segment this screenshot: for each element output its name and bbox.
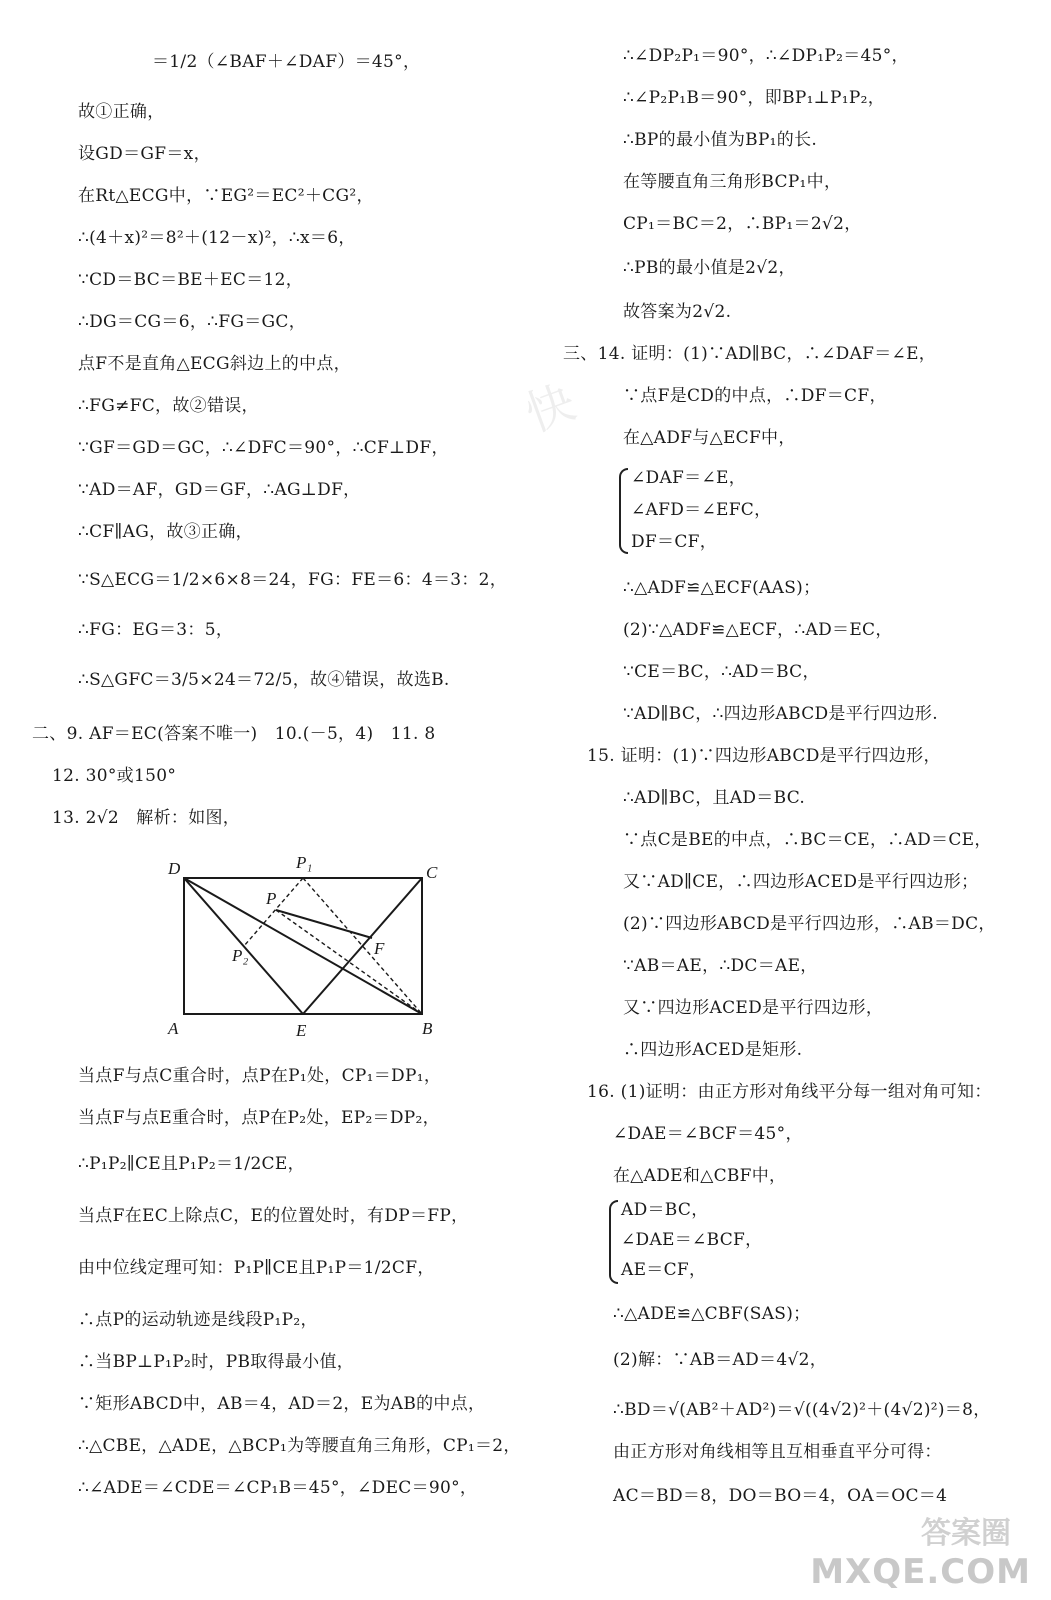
text-line: ∴DG＝CG＝6，∴FG＝GC， (78, 312, 307, 332)
text-line: ∴∠ADE＝∠CDE＝∠CP₁B＝45°，∠DEC＝90°， (78, 1478, 478, 1498)
text-line: 当点F与点C重合时，点P在P₁处，CP₁＝DP₁， (78, 1066, 442, 1086)
geometry-figure (160, 848, 450, 1048)
text-line: ∵CD＝BC＝BE＋EC＝12， (78, 270, 304, 290)
text-line: 12. 30°或150° (52, 766, 177, 786)
text-line: ∴当BP⊥P₁P₂时，PB取得最小值， (78, 1352, 355, 1372)
text-line: ∵点F是CD的中点，∴DF＝CF， (623, 386, 887, 406)
text-line: (2)∵四边形ABCD是平行四边形，∴AB＝DC， (623, 914, 996, 934)
text-line: ∴CF∥AG，故③正确， (78, 522, 253, 542)
watermark-faint: 快 (518, 374, 583, 444)
text-line: AD＝BC， (621, 1200, 709, 1220)
text-line: 13. 2√2 解析：如图， (52, 808, 241, 828)
label-a: A (168, 1019, 179, 1038)
text-line: ∵AD＝AF，GD＝GF，∴AG⊥DF， (78, 480, 361, 500)
text-line: ∴四边形ACED是矩形. (623, 1040, 803, 1060)
text-line: DF＝CF， (631, 532, 718, 552)
text-line: AC＝BD＝8，DO＝BO＝4，OA＝OC＝4 (613, 1486, 948, 1506)
label-p2: P₂ (232, 946, 249, 965)
watermark-logo: 答案圈 (921, 1516, 1011, 1551)
segment-ec (303, 878, 422, 1014)
text-line: ∴△ADF≌△ECF(AAS)； (623, 578, 821, 598)
label-p1: P₁ (296, 853, 313, 872)
text-line: 二、9. AF＝EC(答案不唯一) 10.(－5，4) 11. 8 (32, 724, 436, 744)
text-line: 点F不是直角△ECG斜边上的中点， (78, 354, 351, 374)
text-line: 又∵AD∥CE，∴四边形ACED是平行四边形； (623, 872, 979, 892)
text-line: 当点F在EC上除点C，E的位置处时，有DP＝FP， (78, 1206, 469, 1226)
text-line: ∵点C是BE的中点，∴BC＝CE，∴AD＝CE， (623, 830, 992, 850)
text-line: ∴BP的最小值为BP₁的长. (623, 130, 818, 150)
text-line: ∴点P的运动轨迹是线段P₁P₂， (78, 1310, 318, 1330)
segment-pf (276, 910, 372, 938)
text-line: ∴∠P₂P₁B＝90°，即BP₁⊥P₁P₂， (623, 88, 886, 108)
text-line: 又∵四边形ACED是平行四边形， (623, 998, 884, 1018)
text-line: 在△ADF与△ECF中， (623, 428, 796, 448)
text-line: 在等腰直角三角形BCP₁中， (623, 172, 842, 192)
label-p: P (266, 889, 277, 908)
text-line: ∴∠DP₂P₁＝90°，∴∠DP₁P₂＝45°， (623, 46, 909, 66)
text-line: ∴PB的最小值是2√2， (623, 258, 796, 278)
text-line: ∠AFD＝∠EFC， (631, 500, 772, 520)
text-line: ∵CE＝BC，∴AD＝BC， (623, 662, 820, 682)
segment-db (184, 878, 422, 1014)
text-line: ∴AD∥BC，且AD＝BC. (623, 788, 806, 808)
text-line: 当点F与点E重合时，点P在P₂处，EP₂＝DP₂， (78, 1108, 440, 1128)
label-d: D (168, 859, 181, 878)
text-line: ∵S△ECG＝1/2×6×8＝24，FG：FE＝6：4＝3：2， (78, 570, 508, 590)
text-line: 故①正确， (78, 102, 165, 122)
text-line: ∠DAF＝∠E， (631, 468, 746, 488)
label-c: C (426, 863, 438, 882)
text-line: ∴(4＋x)²＝8²＋(12－x)²，∴x＝6， (78, 228, 356, 248)
text-line: 16. (1)证明：由正方形对角线平分每一组对角可知： (587, 1082, 992, 1102)
text-line: ＝1/2（∠BAF＋∠DAF）＝45°， (152, 52, 421, 72)
text-line: ∠DAE＝∠BCF＝45°， (613, 1124, 803, 1144)
text-line: (2)∵△ADF≌△ECF，∴AD＝EC， (623, 620, 893, 640)
watermark-url: MXQE.COM (810, 1552, 1031, 1592)
text-line: ∴△CBE，△ADE，△BCP₁为等腰直角三角形，CP₁＝2， (78, 1436, 521, 1456)
text-line: ∵AB＝AE，∴DC＝AE， (623, 956, 818, 976)
text-line: CP₁＝BC＝2，∴BP₁＝2√2， (623, 214, 862, 234)
text-line: AE＝CF， (621, 1260, 707, 1280)
text-line: 在Rt△ECG中，∵EG²＝EC²＋CG²， (78, 186, 374, 206)
brace (609, 1200, 618, 1284)
label-f: F (374, 939, 385, 958)
label-b: B (422, 1019, 433, 1038)
text-line: 由中位线定理可知：P₁P∥CE且P₁P＝1/2CF， (78, 1258, 435, 1278)
brace (619, 468, 628, 554)
text-line: ∴FG≠FC，故②错误， (78, 396, 259, 416)
text-line: ∴P₁P₂∥CE且P₁P₂＝1/2CE， (78, 1154, 305, 1174)
text-line: ∴△ADE≌△CBF(SAS)； (613, 1304, 811, 1324)
text-line: (2)解：∵AB＝AD＝4√2， (613, 1350, 828, 1370)
text-line: ∴S△GFC＝3/5×24＝72/5，故④错误，故选B. (78, 670, 450, 690)
text-line: ∴BD＝√(AB²＋AD²)＝√((4√2)²＋(4√2)²)＝8， (613, 1400, 991, 1420)
text-line: ∴FG：EG＝3：5， (78, 620, 234, 640)
text-line: 由正方形对角线相等且互相垂直平分可得： (613, 1442, 942, 1462)
text-line: 故答案为2√2. (623, 302, 732, 322)
text-line: ∠DAE＝∠BCF， (621, 1230, 763, 1250)
text-line: 在△ADE和△CBF中， (613, 1166, 787, 1186)
label-e: E (296, 1021, 307, 1040)
text-line: ∵AD∥BC，∴四边形ABCD是平行四边形. (623, 704, 938, 724)
text-line: 15. 证明：(1)∵四边形ABCD是平行四边形， (587, 746, 941, 766)
text-line: ∵GF＝GD＝GC，∴∠DFC＝90°，∴CF⊥DF， (78, 438, 449, 458)
text-line: 设GD＝GF＝x， (78, 144, 211, 164)
text-line: ∵矩形ABCD中，AB＝4，AD＝2，E为AB的中点， (78, 1394, 486, 1414)
text-line: 三、14. 证明：(1)∵AD∥BC，∴∠DAF＝∠E， (563, 344, 937, 364)
